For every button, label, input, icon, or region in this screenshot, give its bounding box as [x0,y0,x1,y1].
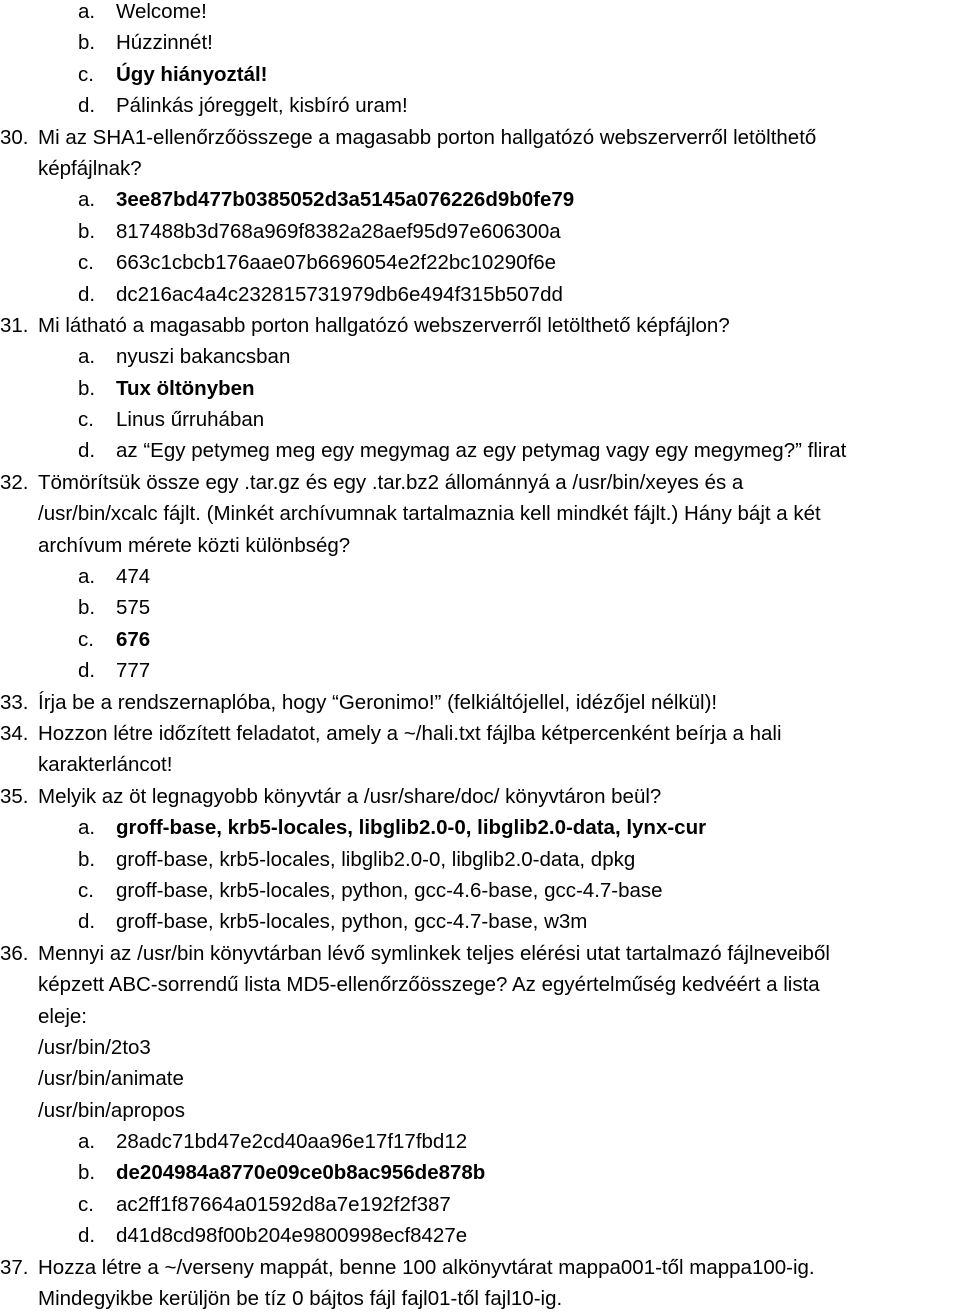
option-text: 3ee87bd477b0385052d3a5145a076226d9b0fe79 [116,188,575,212]
question-continuation-line [0,1095,960,1126]
option-letter: c. [78,878,94,902]
answer-option [0,1157,960,1188]
question-line [0,781,960,812]
option-letter: d. [78,439,96,463]
option-text: groff-base, krb5-locales, libglib2.0-0, libglib2.0-data, lynx-cur [116,816,707,840]
answer-option [0,906,960,937]
option-letter: c. [78,408,94,432]
question-line [0,687,960,718]
option-text: groff-base, krb5-locales, libglib2.0-0, libglib2.0-data, dpkg [116,847,636,871]
option-text: ac2ff1f87664a01592d8a7e192f2f387 [116,1192,451,1216]
option-letter: d. [78,910,96,934]
question-text: Tömörítsük össze egy .tar.gz és egy .tar.bz2 állománnyá a /usr/bin/xeyes és a [38,470,744,494]
option-letter: d. [78,1224,96,1248]
question-line [0,718,960,749]
question-continuation-line [0,1032,960,1063]
answer-option [0,27,960,58]
question-continuation-line [0,1063,960,1094]
answer-option [0,875,960,906]
option-letter: a. [78,816,96,840]
question-text: eleje: [38,1004,88,1028]
option-letter: b. [78,219,96,243]
question-text: képzett ABC-sorrendű lista MD5-ellenőrzőösszege? Az egyértelműség kedvéért a lista [38,973,820,997]
answer-option [0,404,960,435]
answer-option [0,1126,960,1157]
option-letter: c. [78,1192,94,1216]
question-text: /usr/bin/xcalc fájlt. (Minkét archívumnak tartalmaznia kell mindkét fájlt.) Hány bájt a két [38,502,821,526]
question-number: 36. [0,941,29,965]
option-letter: c. [78,62,94,86]
question-number: 33. [0,690,29,714]
answer-option [0,561,960,592]
option-text: d41d8cd98f00b204e9800998ecf8427e [116,1224,468,1248]
option-text: Úgy hiányoztál! [116,62,268,86]
option-letter: c. [78,251,94,275]
question-text: képfájlnak? [38,156,142,180]
option-text: nyuszi bakancsban [116,345,291,369]
option-letter: d. [78,94,96,118]
question-text: archívum mérete közti különbség? [38,533,351,557]
answer-option [0,1189,960,1220]
answer-option [0,1220,960,1251]
option-letter: b. [78,1161,96,1185]
question-text: Mennyi az /usr/bin könyvtárban lévő symlinkek teljes elérési utat tartalmazó fájlneveiből [38,941,830,965]
answer-option [0,435,960,466]
answer-option [0,184,960,215]
question-continuation-line [0,969,960,1000]
option-text: 817488b3d768a969f8382a28aef95d97e606300a [116,219,561,243]
question-number: 31. [0,313,29,337]
option-text: dc216ac4a4c232815731979db6e494f315b507dd [116,282,563,306]
option-letter: b. [78,596,96,620]
option-text: 575 [116,596,151,620]
option-text: Tux öltönyben [116,376,255,400]
option-text: Welcome! [116,0,207,23]
question-number: 37. [0,1255,29,1279]
option-text: 663c1cbcb176aae07b6696054e2f22bc10290f6e [116,251,557,275]
question-line [0,938,960,969]
question-continuation-line [0,498,960,529]
option-text: Linus űrruhában [116,408,265,432]
question-text: Melyik az öt legnagyobb könyvtár a /usr/share/doc/ könyvtáron beül? [38,784,662,808]
answer-option [0,0,960,27]
answer-option [0,624,960,655]
answer-option [0,592,960,623]
option-letter: d. [78,659,96,683]
answer-option [0,341,960,372]
question-text: Írja be a rendszernaplóba, hogy “Geronimo!” (felkiáltójellel, idézőjel nélkül)! [38,690,718,714]
option-letter: a. [78,565,96,589]
question-number: 35. [0,784,29,808]
question-text: Hozza létre a ~/verseny mappát, benne 100 alkönyvtárat mappa001-től mappa100-ig. [38,1255,815,1279]
option-letter: b. [78,376,96,400]
question-line [0,310,960,341]
question-text: /usr/bin/apropos [38,1098,186,1122]
question-text: Hozzon létre időzített feladatot, amely a ~/hali.txt fájlba kétpercenként beírja a hali [38,721,782,745]
question-line [0,122,960,153]
question-text: karakterláncot! [38,753,173,777]
option-text: az “Egy petymeg meg egy megymag az egy petymag vagy egy megymeg?” flirat [116,439,847,463]
answer-option [0,247,960,278]
option-letter: a. [78,0,96,23]
question-number: 30. [0,125,29,149]
option-text: 676 [116,627,151,651]
option-letter: c. [78,627,94,651]
answer-option [0,90,960,121]
question-number: 32. [0,470,29,494]
answer-option [0,279,960,310]
answer-option [0,59,960,90]
answer-option [0,812,960,843]
option-text: de204984a8770e09ce0b8ac956de878b [116,1161,486,1185]
question-text: Mi látható a magasabb porton hallgatózó webszerverről letölthető képfájlon? [38,313,730,337]
option-text: Pálinkás jóreggelt, kisbíró uram! [116,94,408,118]
question-text: Mindegyikbe kerüljön be tíz 0 bájtos fájl fajl01-től fajl10-ig. [38,1287,563,1311]
option-text: Húzzinnét! [116,31,213,55]
option-letter: a. [78,188,96,212]
question-number: 34. [0,721,29,745]
option-letter: b. [78,31,96,55]
option-letter: a. [78,1130,96,1154]
answer-option [0,373,960,404]
option-text: 28adc71bd47e2cd40aa96e17f17fbd12 [116,1130,468,1154]
question-continuation-line [0,1001,960,1032]
question-text: Mi az SHA1-ellenőrzőösszege a magasabb porton hallgatózó webszerverről letölthető [38,125,817,149]
question-text: /usr/bin/animate [38,1067,184,1091]
option-text: 777 [116,659,151,683]
question-continuation-line [0,153,960,184]
option-text: groff-base, krb5-locales, python, gcc-4.7-base, w3m [116,910,588,934]
option-letter: d. [78,282,96,306]
answer-option [0,844,960,875]
option-text: groff-base, krb5-locales, python, gcc-4.6-base, gcc-4.7-base [116,878,663,902]
answer-option [0,655,960,686]
question-text: /usr/bin/2to3 [38,1035,151,1059]
question-continuation-line [0,530,960,561]
question-continuation-line [0,749,960,780]
question-line [0,1252,960,1283]
option-text: 474 [116,565,151,589]
option-letter: a. [78,345,96,369]
question-continuation-line [0,1283,960,1314]
question-line [0,467,960,498]
answer-option [0,216,960,247]
option-letter: b. [78,847,96,871]
